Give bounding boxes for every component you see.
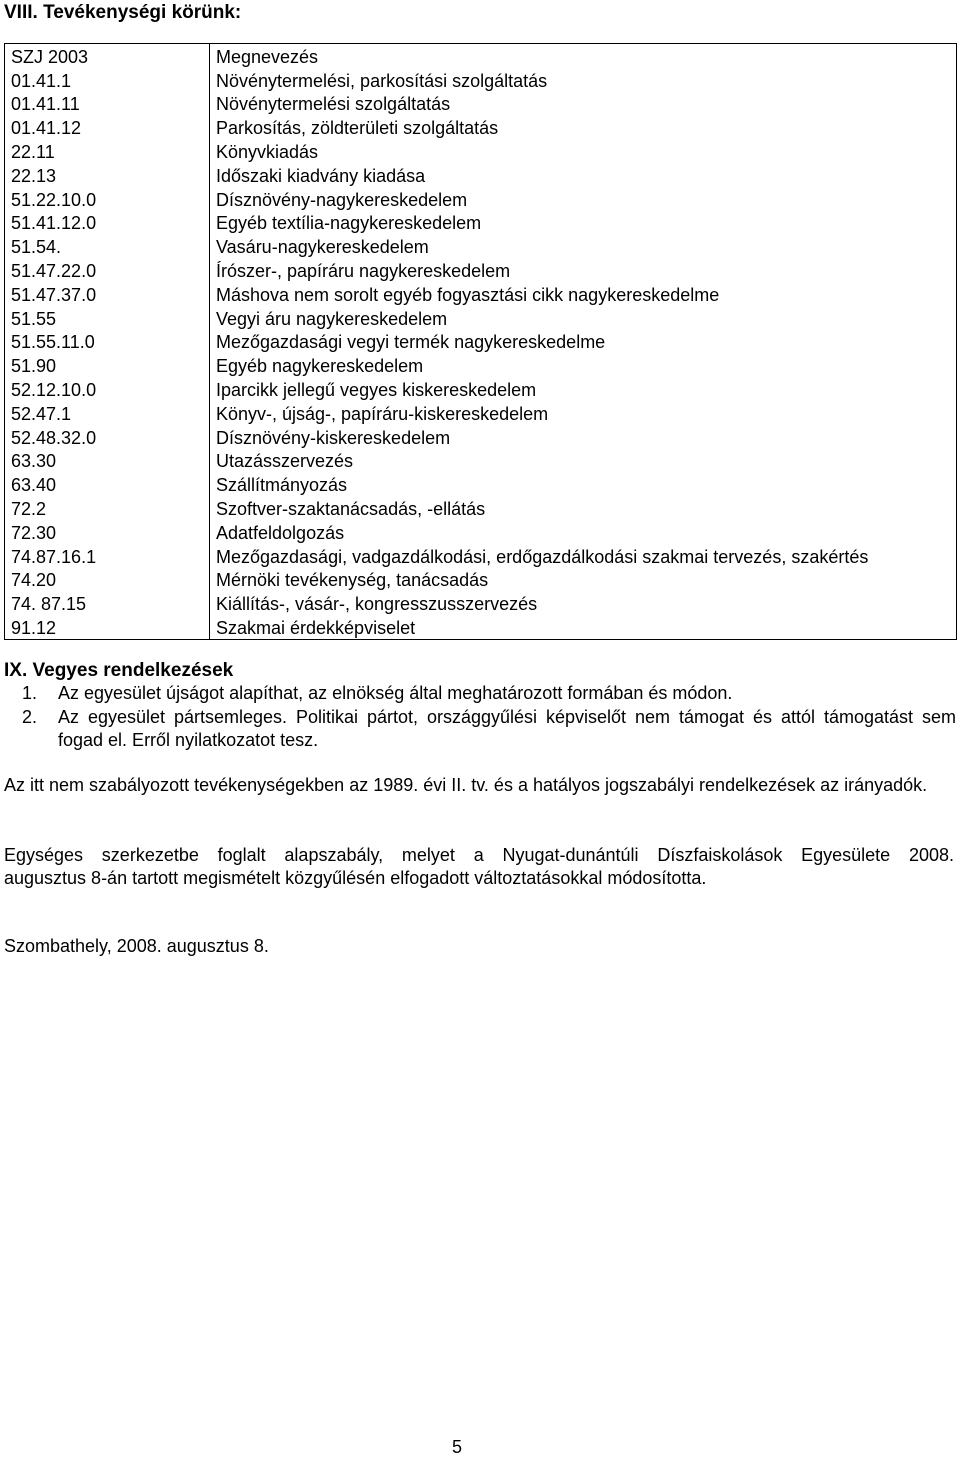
code-cell: 63.40 — [5, 472, 210, 496]
name-cell: Szoftver-szaktanácsadás, -ellátás — [210, 496, 957, 520]
paragraph-consolidated — [4, 844, 954, 890]
list-item — [22, 706, 956, 752]
table-row — [5, 68, 957, 92]
table-row — [5, 591, 957, 615]
name-cell: Vasáru-nagykereskedelem — [210, 234, 957, 258]
code-cell: 51.47.22.0 — [5, 258, 210, 282]
code-cell: 51.41.12.0 — [5, 211, 210, 235]
list-item-number: 1. — [22, 683, 38, 703]
code-cell: 01.41.11 — [5, 92, 210, 116]
paragraph-line: Egységes szerkezetbe foglalt alapszabály, melyet a Nyugat-dunántúli Díszfaiskolások Egyesülete 2008. — [4, 845, 954, 865]
list-item-text: Az egyesület újságot alapíthat, az elnökség által meghatározott formában és módon. — [58, 683, 733, 703]
name-cell: Mérnöki tevékenység, tanácsadás — [210, 568, 957, 592]
section-8-heading: VIII. Tevékenységi körünk: — [4, 2, 242, 23]
table-row — [5, 330, 957, 354]
table-row — [5, 163, 957, 187]
table-row — [5, 353, 957, 377]
provisions-list — [22, 682, 956, 752]
name-cell: Adatfeldolgozás — [210, 520, 957, 544]
name-cell: Vegyi áru nagykereskedelem — [210, 306, 957, 330]
name-cell: Iparcikk jellegű vegyes kiskereskedelem — [210, 377, 957, 401]
list-item — [22, 682, 956, 705]
table-row — [5, 44, 957, 68]
name-cell: Növénytermelési, parkosítási szolgáltatás — [210, 68, 957, 92]
name-cell: Könyvkiadás — [210, 139, 957, 163]
code-cell: 52.47.1 — [5, 401, 210, 425]
code-cell: 63.30 — [5, 449, 210, 473]
code-cell: 01.41.12 — [5, 115, 210, 139]
code-cell: 51.54. — [5, 234, 210, 258]
name-cell: Szakmai érdekképviselet — [210, 615, 957, 639]
name-cell: Dísznövény-kiskereskedelem — [210, 425, 957, 449]
table-row — [5, 187, 957, 211]
code-cell: 51.55.11.0 — [5, 330, 210, 354]
name-cell: Dísznövény-nagykereskedelem — [210, 187, 957, 211]
name-cell: Máshova nem sorolt egyéb fogyasztási cikk nagykereskedelme — [210, 282, 957, 306]
table-row — [5, 449, 957, 473]
table-row — [5, 234, 957, 258]
code-cell: 72.2 — [5, 496, 210, 520]
table-row — [5, 306, 957, 330]
name-cell: Egyéb textília-nagykereskedelem — [210, 211, 957, 235]
code-cell: 52.12.10.0 — [5, 377, 210, 401]
name-cell: Írószer-, papíráru nagykereskedelem — [210, 258, 957, 282]
table-row — [5, 258, 957, 282]
name-cell: Növénytermelési szolgáltatás — [210, 92, 957, 116]
table-row — [5, 520, 957, 544]
table-row — [5, 615, 957, 639]
name-cell: Időszaki kiadvány kiadása — [210, 163, 957, 187]
table-row — [5, 115, 957, 139]
name-cell: Megnevezés — [210, 44, 957, 68]
code-cell: 74. 87.15 — [5, 591, 210, 615]
code-cell: 52.48.32.0 — [5, 425, 210, 449]
code-cell: 22.13 — [5, 163, 210, 187]
activity-table — [4, 43, 957, 640]
name-cell: Szállítmányozás — [210, 472, 957, 496]
list-item-number: 2. — [22, 707, 38, 727]
name-cell: Mezőgazdasági, vadgazdálkodási, erdőgazdálkodási szakmai tervezés, szakértés — [210, 544, 957, 568]
code-cell: 51.55 — [5, 306, 210, 330]
table-row — [5, 282, 957, 306]
name-cell: Utazásszervezés — [210, 449, 957, 473]
name-cell: Egyéb nagykereskedelem — [210, 353, 957, 377]
table-row — [5, 568, 957, 592]
name-cell: Parkosítás, zöldterületi szolgáltatás — [210, 115, 957, 139]
code-cell: 01.41.1 — [5, 68, 210, 92]
table-row — [5, 472, 957, 496]
table-row — [5, 139, 957, 163]
code-cell: 74.87.16.1 — [5, 544, 210, 568]
name-cell: Mezőgazdasági vegyi termék nagykereskedelme — [210, 330, 957, 354]
code-cell: 51.90 — [5, 353, 210, 377]
code-cell: 51.22.10.0 — [5, 187, 210, 211]
section-9-heading: IX. Vegyes rendelkezések — [4, 660, 234, 681]
page-number: 5 — [452, 1437, 463, 1457]
table-row — [5, 544, 957, 568]
code-cell: 22.11 — [5, 139, 210, 163]
name-cell: Könyv-, újság-, papíráru-kiskereskedelem — [210, 401, 957, 425]
table-row — [5, 92, 957, 116]
table-row — [5, 425, 957, 449]
code-cell: 51.47.37.0 — [5, 282, 210, 306]
table-row — [5, 211, 957, 235]
paragraph-unregulated: Az itt nem szabályozott tevékenységekben az 1989. évi II. tv. és a hatályos jogszabályi rendelkezések az irányadók. — [4, 775, 928, 795]
table-row — [5, 377, 957, 401]
table-row — [5, 496, 957, 520]
paragraph-line: augusztus 8-án tartott megismételt közgyűlésén elfogadott változtatásokkal módosította. — [4, 868, 707, 888]
list-item-text: Az egyesület pártsemleges. Politikai pártot, országgyűlési képviselőt nem támogat és attól támogatást sem fogad el. Erről nyilatkozatot tesz. — [58, 707, 956, 750]
table-row — [5, 401, 957, 425]
code-cell: 72.30 — [5, 520, 210, 544]
code-cell: 91.12 — [5, 615, 210, 639]
place-date: Szombathely, 2008. augusztus 8. — [4, 936, 269, 956]
code-cell: 74.20 — [5, 568, 210, 592]
name-cell: Kiállítás-, vásár-, kongresszusszervezés — [210, 591, 957, 615]
code-cell: SZJ 2003 — [5, 44, 210, 68]
